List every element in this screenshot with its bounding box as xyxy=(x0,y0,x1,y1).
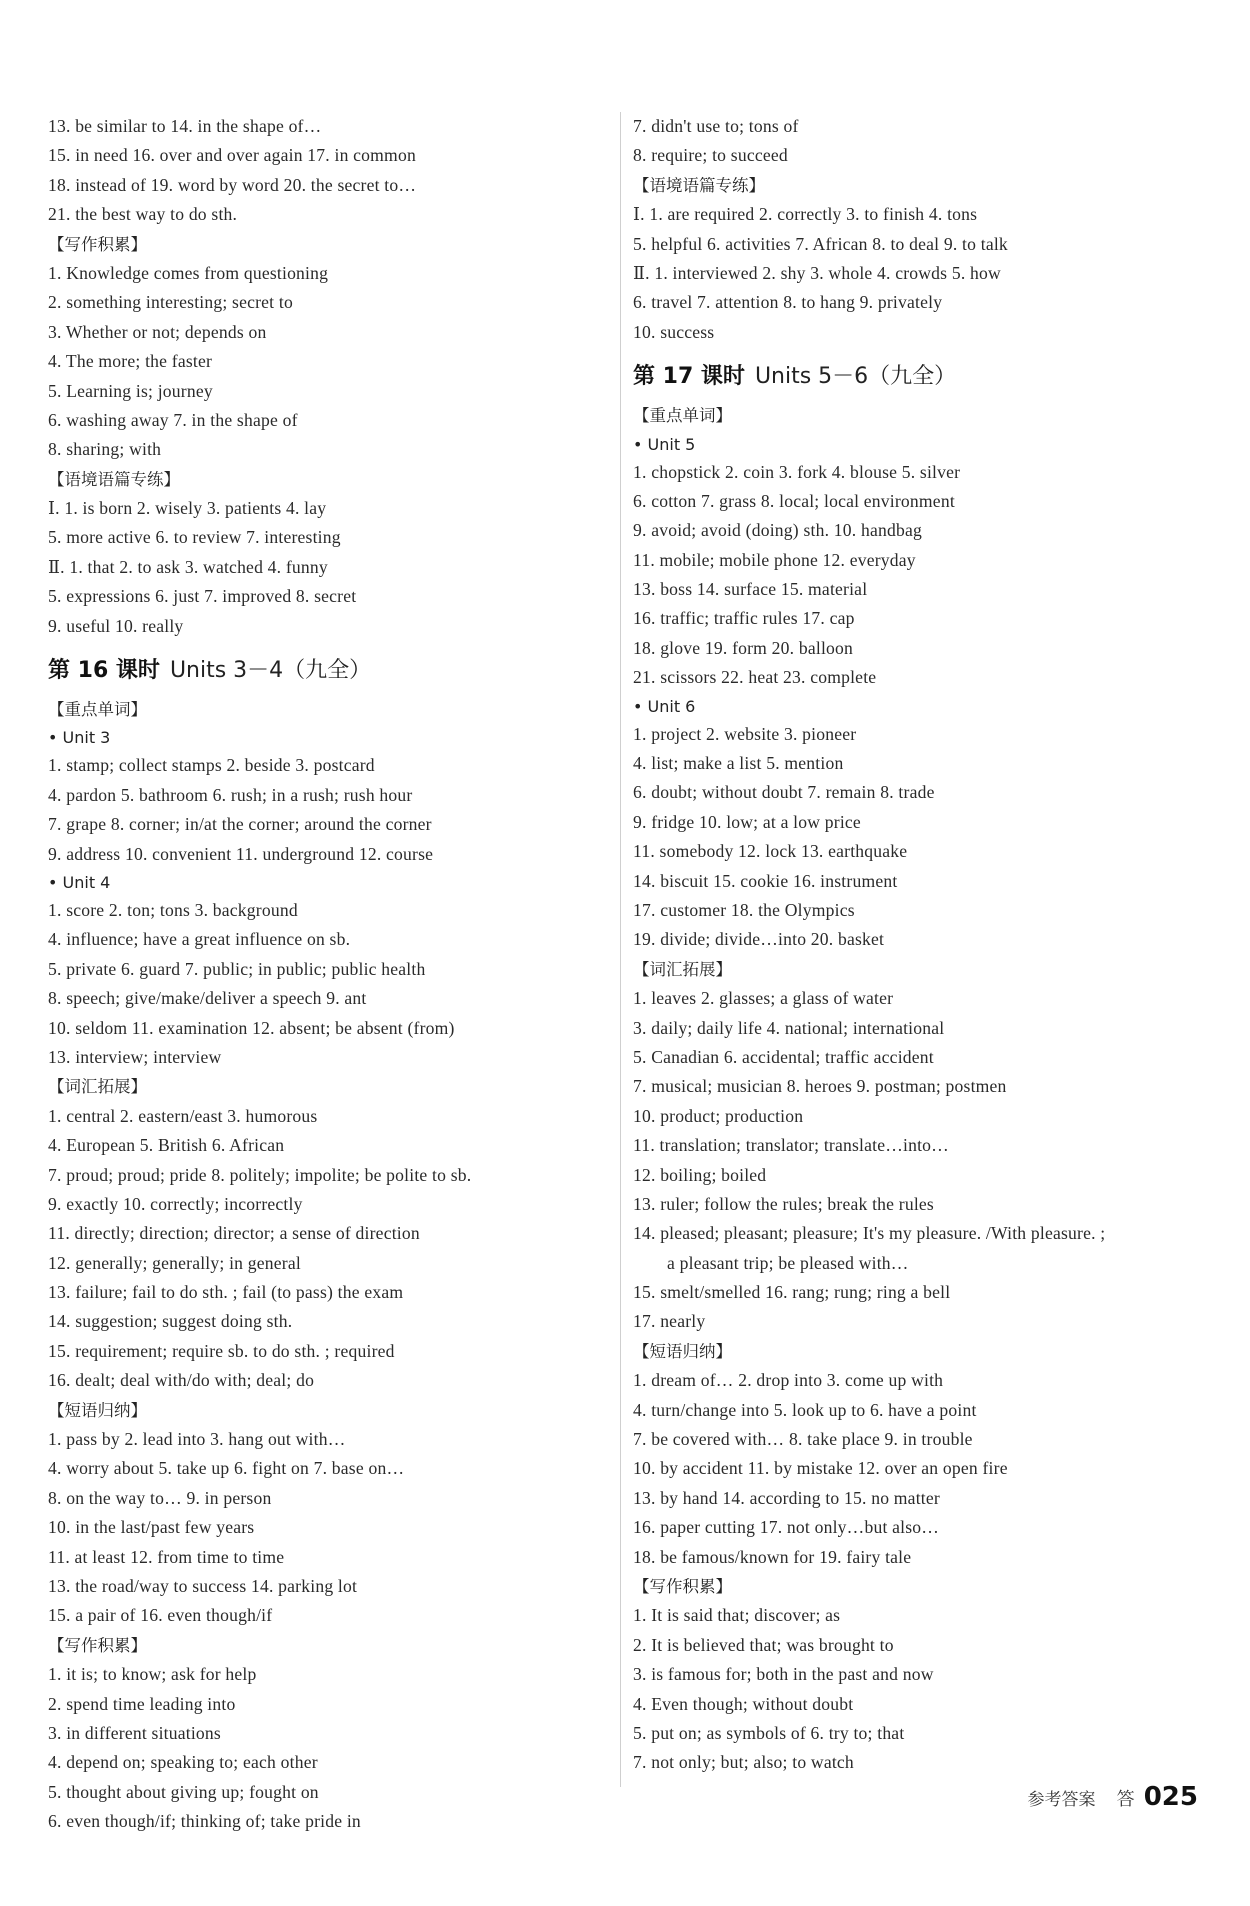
answer-line-continued: a pleasant trip; be pleased with… xyxy=(667,1252,909,1273)
column-divider xyxy=(620,112,621,1787)
answer-line: Ⅰ. 1. are required 2. correctly 3. to finish 4. tons xyxy=(633,204,978,225)
answer-line: 7. musical; musician 8. heroes 9. postman; postmen xyxy=(633,1076,1007,1097)
section-tag: 【语境语篇专练】 xyxy=(48,469,180,489)
answer-line: 2. spend time leading into xyxy=(48,1693,236,1714)
answer-line: 10. product; production xyxy=(633,1105,804,1126)
answer-line: 18. instead of 19. word by word 20. the secret to… xyxy=(48,174,417,195)
answer-line: 5. put on; as symbols of 6. try to; that xyxy=(633,1722,905,1743)
answer-line: 1. central 2. eastern/east 3. humorous xyxy=(48,1105,318,1126)
answer-line: 7. not only; but; also; to watch xyxy=(633,1752,854,1773)
section-tag: 【写作积累】 xyxy=(48,234,147,254)
answer-line: 9. useful 10. really xyxy=(48,615,184,636)
answer-line: 15. requirement; require sb. to do sth. ; required xyxy=(48,1340,395,1361)
unit-label: • Unit 4 xyxy=(48,872,111,892)
answer-line: 9. avoid; avoid (doing) sth. 10. handbag xyxy=(633,520,922,541)
section-tag: 【重点单词】 xyxy=(633,406,732,426)
lesson-number: 第 16 课时 xyxy=(48,658,160,684)
right-column xyxy=(633,112,1193,1778)
answer-line: 7. be covered with… 8. take place 9. in trouble xyxy=(633,1429,973,1450)
answer-line: 6. doubt; without doubt 7. remain 8. trade xyxy=(633,782,935,803)
answer-line: Ⅱ. 1. interviewed 2. shy 3. whole 4. crowds 5. how xyxy=(633,262,1001,283)
answer-line: 10. by accident 11. by mistake 12. over an open fire xyxy=(633,1458,1008,1479)
lesson-number: 第 17 课时 xyxy=(633,364,745,390)
answer-line: 13. failure; fail to do sth. ; fail (to pass) the exam xyxy=(48,1282,404,1303)
answer-line: 11. at least 12. from time to time xyxy=(48,1546,285,1567)
answer-line: 11. directly; direction; director; a sense of direction xyxy=(48,1223,420,1244)
answer-line: 8. require; to succeed xyxy=(633,145,788,166)
answer-line: 5. Learning is; journey xyxy=(48,380,213,401)
answer-line: 9. fridge 10. low; at a low price xyxy=(633,811,861,832)
answer-line: 4. influence; have a great influence on sb. xyxy=(48,929,351,950)
unit-label: • Unit 6 xyxy=(633,696,696,716)
answer-line: 1. stamp; collect stamps 2. beside 3. postcard xyxy=(48,755,375,776)
section-tag: 【短语归纳】 xyxy=(633,1341,732,1361)
answer-line: 19. divide; divide…into 20. basket xyxy=(633,929,885,950)
answer-line: 15. a pair of 16. even though/if xyxy=(48,1605,273,1626)
answer-line: 3. in different situations xyxy=(48,1722,221,1743)
answer-line: 16. paper cutting 17. not only…but also… xyxy=(633,1517,940,1538)
lesson-units: Units 3－4（九全） xyxy=(169,658,372,684)
answer-line: 13. boss 14. surface 15. material xyxy=(633,579,868,600)
answer-line: 8. on the way to… 9. in person xyxy=(48,1487,272,1508)
answer-line: 4. depend on; speaking to; each other xyxy=(48,1752,318,1773)
answer-line: 13. be similar to 14. in the shape of… xyxy=(48,116,322,136)
answer-line: 21. scissors 22. heat 23. complete xyxy=(633,667,877,688)
answer-line: 1. pass by 2. lead into 3. hang out with… xyxy=(48,1429,346,1450)
answer-line: 9. exactly 10. correctly; incorrectly xyxy=(48,1193,303,1214)
answer-line: 6. cotton 7. grass 8. local; local environment xyxy=(633,490,955,511)
answer-line: 5. helpful 6. activities 7. African 8. to deal 9. to talk xyxy=(633,233,1008,254)
answer-line: 13. ruler; follow the rules; break the rules xyxy=(633,1193,934,1214)
answer-line: 13. by hand 14. according to 15. no matter xyxy=(633,1487,940,1508)
footer-answer-mark: 答 xyxy=(1116,1789,1135,1810)
page-footer xyxy=(1028,1782,1198,1812)
answer-line: 16. traffic; traffic rules 17. cap xyxy=(633,608,855,629)
answer-line: 18. be famous/known for 19. fairy tale xyxy=(633,1546,912,1567)
unit-label: • Unit 3 xyxy=(48,728,111,748)
lesson-heading xyxy=(633,353,1193,401)
answer-line: 4. list; make a list 5. mention xyxy=(633,753,844,774)
answer-line: 1. leaves 2. glasses; a glass of water xyxy=(633,988,894,1009)
answer-line: 3. is famous for; both in the past and now xyxy=(633,1664,934,1685)
answer-line: 1. It is said that; discover; as xyxy=(633,1605,841,1626)
answer-line: 17. nearly xyxy=(633,1311,706,1332)
section-tag: 【短语归纳】 xyxy=(48,1400,147,1420)
answer-line: 4. European 5. British 6. African xyxy=(48,1135,285,1156)
answer-line: 16. dealt; deal with/do with; deal; do xyxy=(48,1370,315,1391)
answer-line: 8. speech; give/make/deliver a speech 9. ant xyxy=(48,988,367,1009)
answer-line: 4. worry about 5. take up 6. fight on 7. base on… xyxy=(48,1458,405,1479)
answer-line: 14. suggestion; suggest doing sth. xyxy=(48,1311,293,1332)
answer-line: 15. in need 16. over and over again 17. in common xyxy=(48,145,416,166)
answer-line: 5. expressions 6. just 7. improved 8. secret xyxy=(48,586,357,607)
answer-line: 7. proud; proud; pride 8. politely; impolite; be polite to sb. xyxy=(48,1164,472,1185)
left-column xyxy=(48,112,608,1836)
answer-line: 1. dream of… 2. drop into 3. come up with xyxy=(633,1370,944,1391)
answer-line: 1. Knowledge comes from questioning xyxy=(48,262,329,283)
answer-line: 10. seldom 11. examination 12. absent; be absent (from) xyxy=(48,1017,455,1038)
answer-line: 5. Canadian 6. accidental; traffic accident xyxy=(633,1046,934,1067)
answer-line: 6. washing away 7. in the shape of xyxy=(48,409,298,430)
answer-line: 13. the road/way to success 14. parking lot xyxy=(48,1575,358,1596)
answer-line: 14. pleased; pleasant; pleasure; It's my pleasure. /With pleasure. ; xyxy=(633,1223,1106,1244)
answer-line: 6. travel 7. attention 8. to hang 9. privately xyxy=(633,292,943,313)
answer-line: 7. grape 8. corner; in/at the corner; around the corner xyxy=(48,814,432,835)
answer-line: Ⅱ. 1. that 2. to ask 3. watched 4. funny xyxy=(48,556,328,577)
answer-line: 3. Whether or not; depends on xyxy=(48,321,267,342)
lesson-units: Units 5－6（九全） xyxy=(754,364,957,390)
answer-line: 4. Even though; without doubt xyxy=(633,1693,854,1714)
answer-line: 5. private 6. guard 7. public; in public; public health xyxy=(48,958,426,979)
section-tag: 【重点单词】 xyxy=(48,700,147,720)
answer-line: 1. chopstick 2. coin 3. fork 4. blouse 5. silver xyxy=(633,461,961,482)
unit-label: • Unit 5 xyxy=(633,434,696,454)
answer-line: 9. address 10. convenient 11. underground 12. course xyxy=(48,843,434,864)
section-tag: 【写作积累】 xyxy=(48,1635,147,1655)
answer-line: 8. sharing; with xyxy=(48,439,162,460)
answer-line: 2. It is believed that; was brought to xyxy=(633,1634,894,1655)
answer-line: 15. smelt/smelled 16. rang; rung; ring a bell xyxy=(633,1282,951,1303)
page-number: 025 xyxy=(1143,1782,1198,1812)
section-tag: 【词汇拓展】 xyxy=(633,959,732,979)
section-tag: 【词汇拓展】 xyxy=(48,1077,147,1097)
answer-line: 13. interview; interview xyxy=(48,1046,222,1067)
lesson-heading xyxy=(48,647,608,695)
footer-label: 参考答案 xyxy=(1027,1790,1096,1810)
answer-line: 21. the best way to do sth. xyxy=(48,204,238,225)
answer-line: 3. daily; daily life 4. national; international xyxy=(633,1017,945,1038)
answer-line: 12. boiling; boiled xyxy=(633,1164,767,1185)
answer-line: 1. score 2. ton; tons 3. background xyxy=(48,899,298,920)
answer-line: Ⅰ. 1. is born 2. wisely 3. patients 4. lay xyxy=(48,498,327,519)
section-tag: 【写作积累】 xyxy=(633,1576,732,1596)
answer-line: 2. something interesting; secret to xyxy=(48,292,293,313)
answer-line: 7. didn't use to; tons of xyxy=(633,116,799,136)
answer-line: 10. in the last/past few years xyxy=(48,1517,255,1538)
answer-line: 5. more active 6. to review 7. interesting xyxy=(48,527,341,548)
answer-line: 11. translation; translator; translate…into… xyxy=(633,1135,949,1156)
answer-line: 14. biscuit 15. cookie 16. instrument xyxy=(633,870,898,891)
answer-line: 1. it is; to know; ask for help xyxy=(48,1664,257,1685)
answer-line: 4. turn/change into 5. look up to 6. have a point xyxy=(633,1399,977,1420)
answer-line: 6. even though/if; thinking of; take pride in xyxy=(48,1811,361,1832)
answer-line: 4. The more; the faster xyxy=(48,351,213,372)
answer-line: 5. thought about giving up; fought on xyxy=(48,1781,319,1802)
answer-line: 10. success xyxy=(633,321,715,342)
answer-line: 1. project 2. website 3. pioneer xyxy=(633,723,857,744)
answer-line: 4. pardon 5. bathroom 6. rush; in a rush; rush hour xyxy=(48,784,413,805)
answer-line: 18. glove 19. form 20. balloon xyxy=(633,637,854,658)
section-tag: 【语境语篇专练】 xyxy=(633,175,765,195)
answer-line: 12. generally; generally; in general xyxy=(48,1252,301,1273)
answer-line: 11. mobile; mobile phone 12. everyday xyxy=(633,549,916,570)
answer-line: 11. somebody 12. lock 13. earthquake xyxy=(633,841,908,862)
answer-line: 17. customer 18. the Olympics xyxy=(633,899,855,920)
